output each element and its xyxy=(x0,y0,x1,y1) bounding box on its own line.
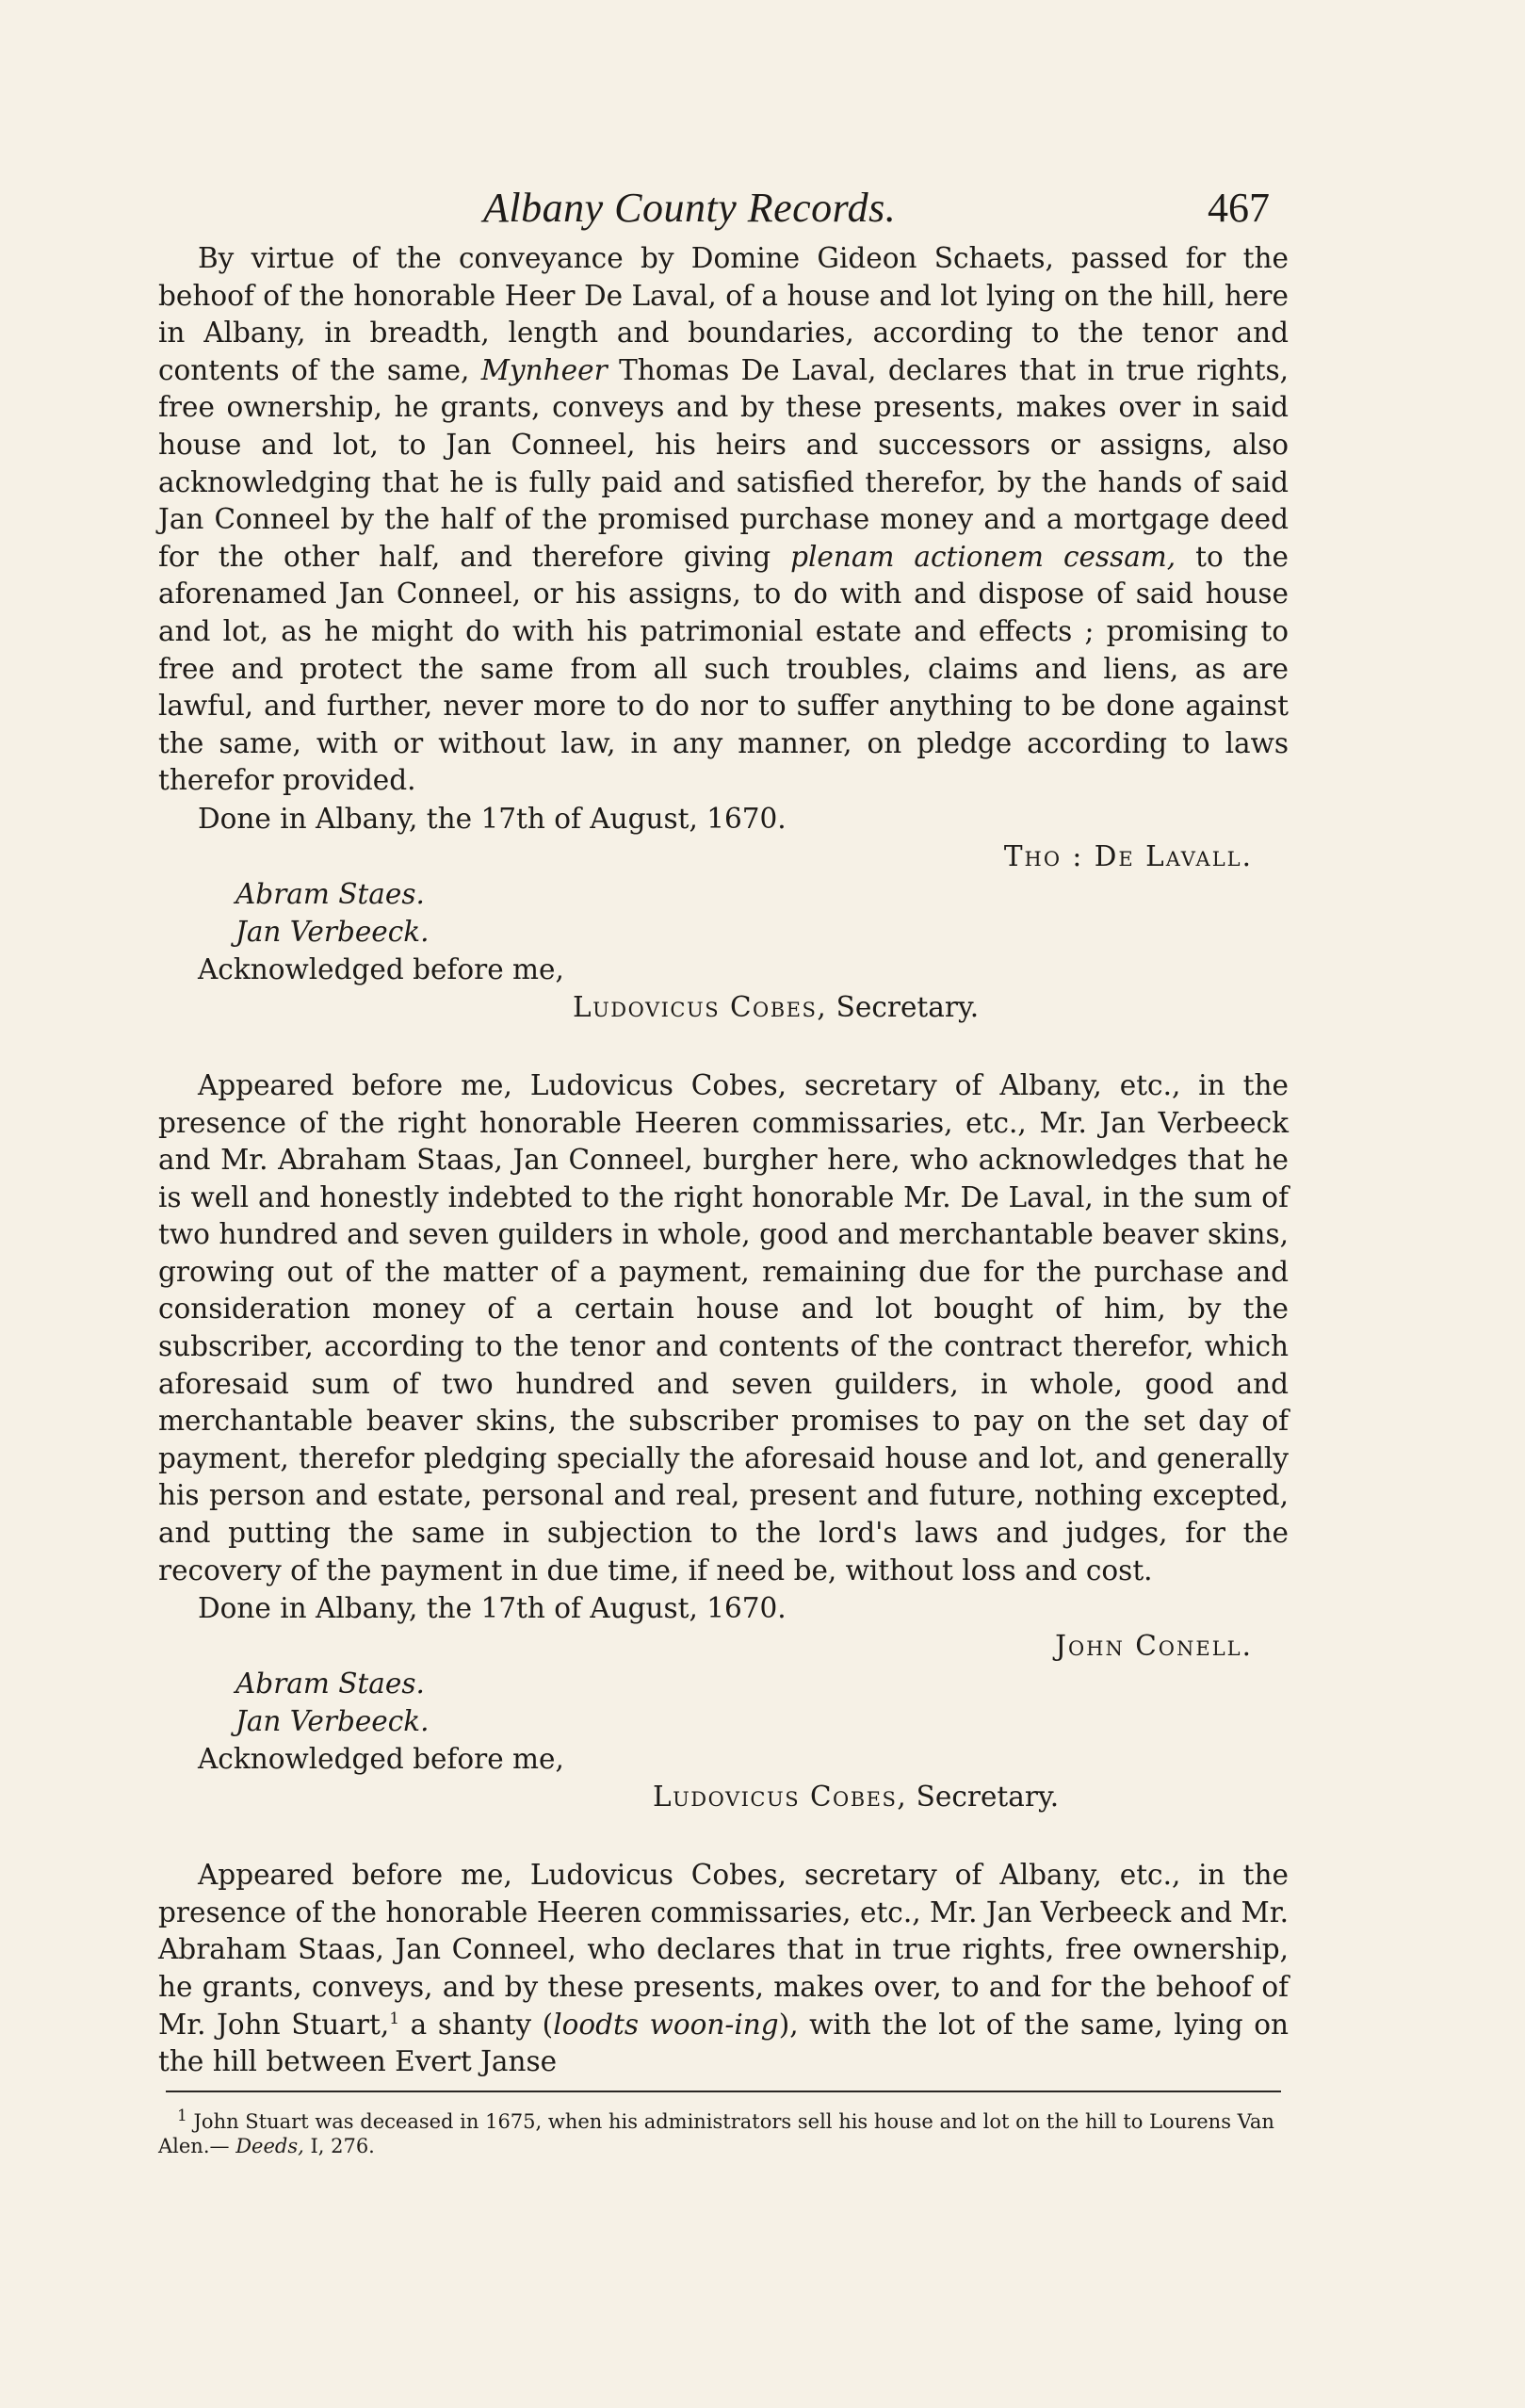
footnote-source: Deeds, xyxy=(235,2134,304,2157)
deed-1-italic-latin: plenam actionem cessam, xyxy=(790,540,1176,573)
deed-2-secretary-name: Ludovicus Cobes, xyxy=(653,1781,908,1814)
deed-1-witness-1: Abram Staes. xyxy=(235,877,425,910)
deed-1-witness-2: Jan Verbeeck. xyxy=(235,915,430,948)
deed-1-date: Done in Albany, the 17th of August, 1670. xyxy=(198,802,787,835)
running-title: Albany County Records. xyxy=(483,185,897,231)
section-gap xyxy=(158,1815,1289,1857)
deed-3-text-c: ), with the lot of the same, lying on the hill between Evert Janse xyxy=(158,2008,1289,2078)
footnote-marker: 1 xyxy=(177,2106,187,2125)
page-number: 467 xyxy=(1208,185,1270,231)
deed-1-acknowledged: Acknowledged before me, xyxy=(198,952,564,985)
deed-1-secretary-title: Secretary. xyxy=(827,990,980,1023)
deed-3-text-b: a shanty ( xyxy=(399,2008,554,2041)
deed-1-paragraph xyxy=(158,240,1289,800)
deed-1-text-c: to the aforenamed Jan Conneel, or his assigns, to do with and dispose of said house and lot, as he might do with his patrimonial estate and effects ; promising to free and protect the same from all such troubles, claims and liens, as are lawful, and further, never more to do nor to suffer anything to be done against the same, with or without law, in any manner, on pledge according to laws therefor provided. xyxy=(158,540,1289,797)
deed-2-acknowledged: Acknowledged before me, xyxy=(198,1743,564,1776)
deed-2-signature: John Conell. xyxy=(1055,1630,1253,1663)
footnote xyxy=(158,2106,1289,2158)
deed-3-paragraph xyxy=(158,1857,1289,2081)
deed-3-italic-dutch: loodts woon-ing xyxy=(553,2008,779,2041)
deed-1-text-b: Thomas De Laval, declares that in true rights, free ownership, he grants, conveys and by these presents, makes over in said house and lot, to Jan Conneel, his heirs and successors or assigns, also acknowledging that he is fully paid and satisfied therefor, by the hands of said Jan Conneel by the half of the promised purchase money and a mortgage deed for the other half, and therefore giving xyxy=(158,353,1290,573)
footnote-text: John Stuart was deceased in 1675, when his administrators sell his house and lot on the hill to Lourens Van Alen.— xyxy=(158,2109,1274,2157)
footnote-reference: 1 xyxy=(389,2009,400,2028)
deed-2-paragraph: Appeared before me, Ludovicus Cobes, secretary of Albany, etc., in the presence of the right honorable Heeren commissaries, etc., Mr. Jan Verbeeck and Mr. Abraham Staas, Jan Conneel, burgher here, who acknowledges that he is well and honestly indebted to the right honorable Mr. De Laval, in the sum of two hundred and seven guilders in whole, good and merchantable beaver skins, growing out of the matter of a payment, remaining due for the purchase and consideration money of a certain house and lot bought of him, by the subscriber, according to the tenor and contents of the contract therefor, which aforesaid sum of two hundred and seven guilders, in whole, good and merchantable beaver skins, the subscriber promises to pay on the set day of payment, therefor pledging specially the aforesaid house and lot, and generally his person and estate, personal and real, present and future, nothing excepted, and putting the same in subjection to the lord's laws and judges, for the recovery of the payment in due time, if need be, without loss and cost. xyxy=(158,1068,1289,1586)
deed-2-secretary-title: Secretary. xyxy=(907,1781,1060,1814)
footnote-divider xyxy=(166,2091,1281,2092)
deed-1-secretary xyxy=(158,988,1289,1026)
deed-1-secretary-name: Ludovicus Cobes, xyxy=(573,990,828,1023)
section-gap xyxy=(158,1026,1289,1067)
footnote-source-ref: I, 276. xyxy=(303,2134,375,2157)
deed-2-witness-2: Jan Verbeeck. xyxy=(235,1705,430,1738)
deed-1-signature: Tho : De Lavall. xyxy=(1003,839,1253,872)
book-page xyxy=(158,165,1289,2360)
page-header xyxy=(158,165,1289,240)
deed-2-secretary xyxy=(158,1778,1289,1815)
deed-2-witness-1: Abram Staes. xyxy=(235,1668,425,1700)
deed-1-text-a: By virtue of the conveyance by Domine Gideon Schaets, passed for the behoof of the honorable Heer De Laval, of a house and lot lying on the hill, here in Albany, in breadth, length and boundaries, according to the tenor and contents of the same, xyxy=(158,242,1289,386)
deed-2-date: Done in Albany, the 17th of August, 1670. xyxy=(198,1592,787,1625)
deed-1-italic-mynheer: Mynheer xyxy=(480,353,608,386)
deed-3-text-a: Appeared before me, Ludovicus Cobes, secretary of Albany, etc., in the presence of the honorable Heeren commissaries, etc., Mr. Jan Verbeeck and Mr. Abraham Staas, Jan Conneel, who declares that in true rights, free ownership, he grants, conveys, and by these presents, makes over, to and for the behoof of Mr. John Stuart, xyxy=(158,1859,1289,2041)
